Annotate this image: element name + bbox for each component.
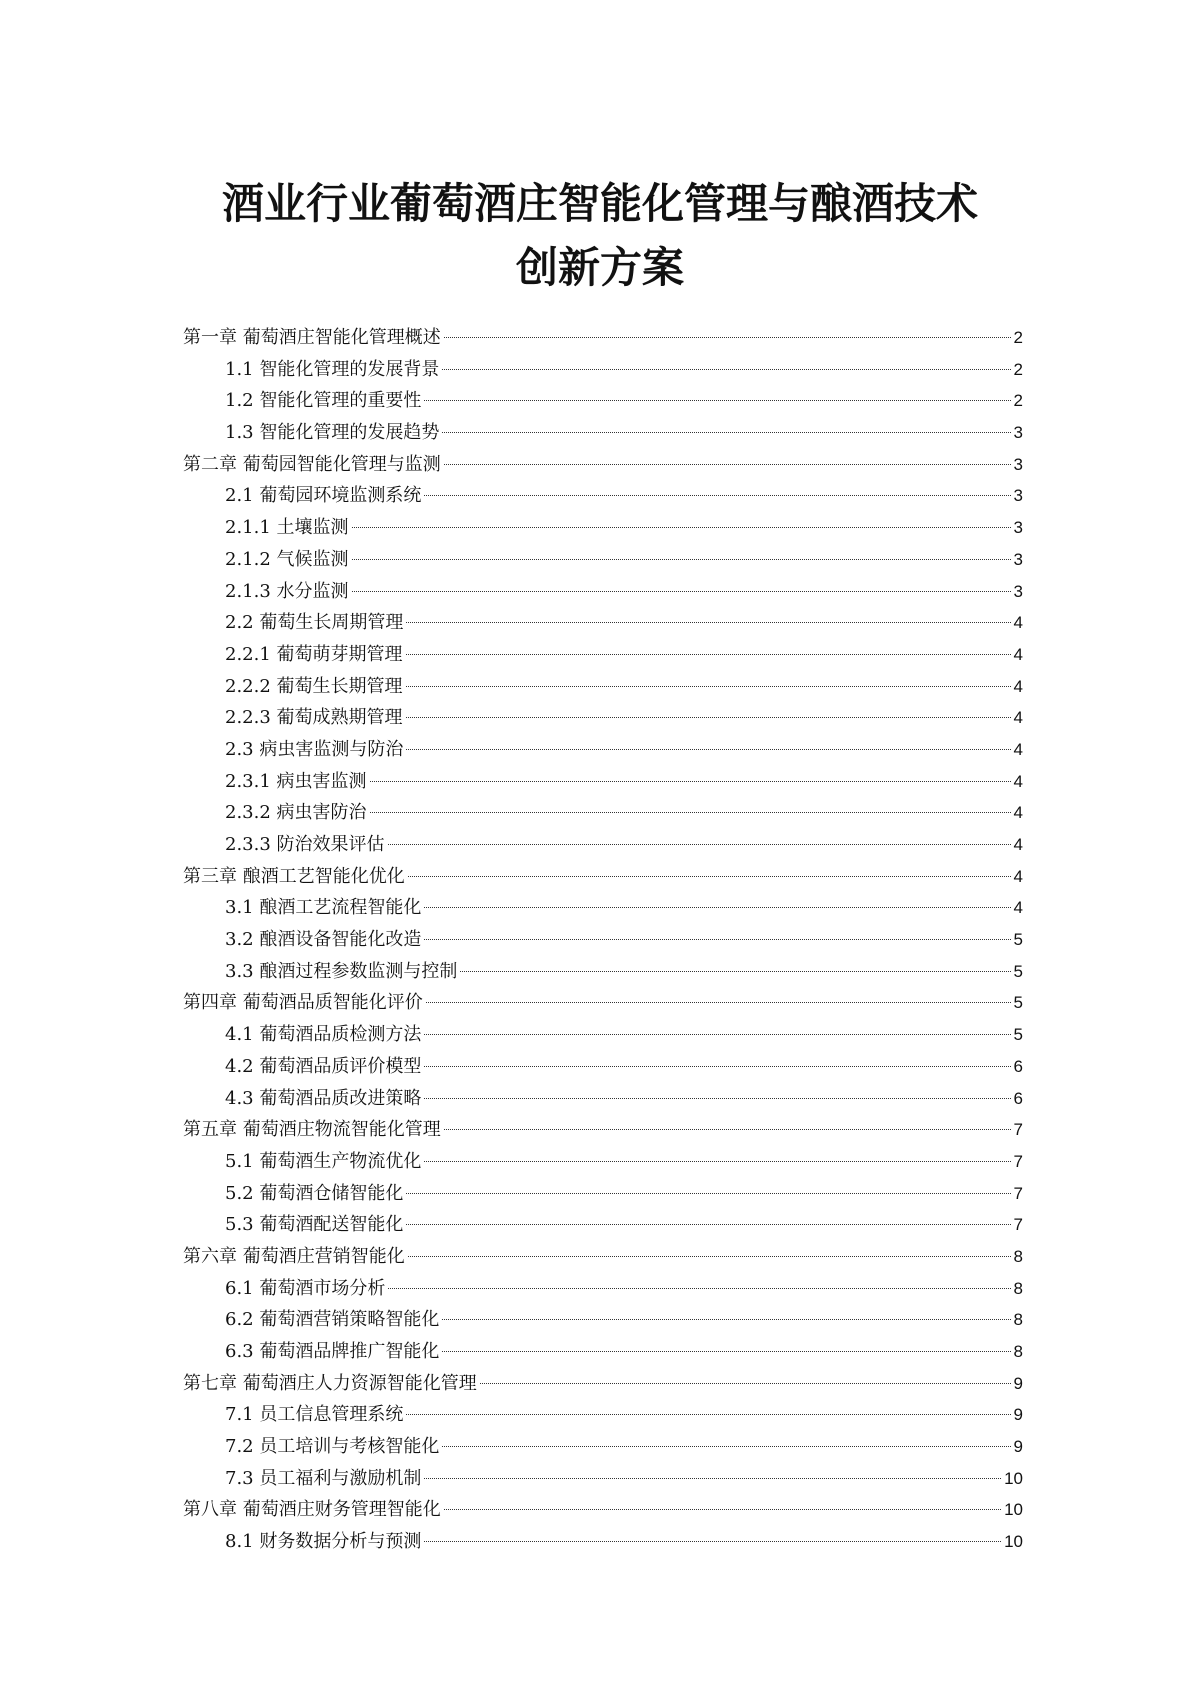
toc-section-entry[interactable]	[183, 766, 1023, 798]
toc-entry-title: 2.1.1 土壤监测	[225, 517, 349, 539]
toc-dot-leader	[444, 1509, 1001, 1510]
toc-dot-leader	[424, 495, 1010, 496]
toc-entry-title: 6.2 葡萄酒营销策略智能化	[225, 1309, 440, 1331]
toc-section-entry[interactable]	[183, 385, 1023, 417]
toc-dot-leader	[388, 1288, 1010, 1289]
toc-page-number: 5	[1013, 930, 1023, 950]
toc-entry-title: 2.3.1 病虫害监测	[225, 770, 367, 792]
toc-dot-leader	[406, 717, 1011, 718]
toc-entry-title: 2.1.3 水分监测	[225, 580, 349, 602]
toc-dot-leader	[406, 622, 1010, 623]
toc-entry-title: 3.1 酿酒工艺流程智能化	[225, 897, 422, 919]
toc-page-number: 2	[1013, 391, 1023, 411]
toc-chapter-entry[interactable]	[183, 987, 1023, 1019]
toc-section-entry[interactable]	[183, 924, 1023, 956]
toc-page-number: 4	[1013, 676, 1023, 696]
toc-section-entry[interactable]	[183, 956, 1023, 988]
toc-entry-title: 1.2 智能化管理的重要性	[225, 390, 422, 412]
toc-dot-leader	[406, 686, 1011, 687]
toc-chapter-entry[interactable]	[183, 322, 1023, 354]
toc-entry-title: 6.3 葡萄酒品牌推广智能化	[225, 1341, 440, 1362]
toc-section-entry[interactable]	[183, 512, 1023, 544]
toc-dot-leader	[408, 876, 1011, 877]
table-of-contents	[183, 322, 1023, 1558]
toc-entry-title: 2.3.3 防治效果评估	[225, 834, 385, 855]
toc-entry-title: 2.3 病虫害监测与防治	[225, 738, 404, 760]
toc-page-number: 3	[1013, 454, 1023, 474]
toc-page-number: 2	[1013, 328, 1023, 347]
toc-section-entry[interactable]	[183, 1209, 1023, 1241]
toc-section-entry[interactable]	[183, 734, 1023, 766]
title-line-2: 创新方案	[515, 243, 684, 292]
toc-dot-leader	[352, 527, 1011, 528]
toc-section-entry[interactable]	[183, 671, 1023, 703]
toc-page-number: 4	[1013, 771, 1023, 791]
toc-section-entry[interactable]	[183, 892, 1023, 924]
toc-entry-title: 3.3 酿酒过程参数监测与控制	[225, 960, 458, 982]
toc-page-number: 10	[1004, 1468, 1023, 1488]
toc-entry-title: 第四章 葡萄酒品质智能化评价	[183, 992, 423, 1014]
toc-dot-leader	[424, 1541, 1001, 1542]
toc-page-number: 4	[1013, 803, 1023, 823]
toc-entry-title: 2.3.2 病虫害防治	[225, 802, 367, 824]
toc-page-number: 2	[1013, 359, 1023, 379]
toc-page-number: 4	[1013, 898, 1023, 918]
toc-entry-title: 8.1 财务数据分析与预测	[225, 1531, 422, 1553]
toc-section-entry[interactable]	[183, 1336, 1023, 1368]
title-line-1: 酒业行业葡萄酒庄智能化管理与酿酒技术	[221, 179, 978, 228]
toc-page-number: 3	[1013, 423, 1023, 443]
toc-page-number: 4	[1013, 866, 1023, 886]
toc-dot-leader	[424, 1478, 1001, 1479]
toc-section-entry[interactable]	[183, 702, 1023, 734]
toc-entry-title: 4.1 葡萄酒品质检测方法	[225, 1024, 422, 1046]
toc-entry-title: 2.2 葡萄生长周期管理	[225, 612, 404, 634]
toc-entry-title: 第七章 葡萄酒庄人力资源智能化管理	[183, 1372, 477, 1394]
toc-entry-title: 第二章 葡萄园智能化管理与监测	[183, 453, 441, 475]
toc-entry-title: 3.2 酿酒设备智能化改造	[225, 929, 422, 951]
toc-page-number: 4	[1013, 613, 1023, 633]
toc-dot-leader	[460, 971, 1010, 972]
toc-chapter-entry[interactable]	[183, 1494, 1023, 1526]
toc-page-number: 7	[1013, 1183, 1023, 1203]
toc-page-number: 8	[1013, 1310, 1023, 1330]
toc-page-number: 6	[1013, 1056, 1023, 1076]
toc-section-entry[interactable]	[183, 354, 1023, 386]
toc-page-number: 3	[1013, 518, 1023, 538]
toc-section-entry[interactable]	[183, 1019, 1023, 1051]
toc-dot-leader	[388, 844, 1011, 845]
toc-page-number: 8	[1013, 1342, 1023, 1361]
toc-page-number: 7	[1013, 1151, 1023, 1171]
toc-entry-title: 4.3 葡萄酒品质改进策略	[225, 1087, 422, 1109]
toc-dot-leader	[406, 1224, 1010, 1225]
toc-section-entry[interactable]	[183, 797, 1023, 829]
toc-section-entry[interactable]	[183, 1178, 1023, 1210]
toc-dot-leader	[444, 464, 1011, 465]
toc-dot-leader	[424, 1098, 1010, 1099]
toc-dot-leader	[426, 1002, 1011, 1003]
toc-dot-leader	[444, 337, 1011, 338]
toc-dot-leader	[406, 749, 1010, 750]
toc-section-entry[interactable]	[183, 544, 1023, 576]
document-title	[0, 172, 1200, 300]
toc-chapter-entry[interactable]	[183, 1241, 1023, 1273]
toc-section-entry[interactable]	[183, 829, 1023, 861]
toc-dot-leader	[424, 1161, 1010, 1162]
toc-dot-leader	[424, 1066, 1010, 1067]
toc-section-entry[interactable]	[183, 1431, 1023, 1463]
toc-section-entry[interactable]	[183, 607, 1023, 639]
toc-page-number: 3	[1013, 549, 1023, 569]
toc-dot-leader	[442, 432, 1010, 433]
toc-entry-title: 7.1 员工信息管理系统	[225, 1404, 404, 1426]
toc-section-entry[interactable]	[183, 480, 1023, 512]
toc-page-number: 4	[1013, 739, 1023, 759]
toc-entry-title: 5.3 葡萄酒配送智能化	[225, 1214, 404, 1236]
toc-page-number: 9	[1013, 1437, 1023, 1457]
toc-page-number: 5	[1013, 1025, 1023, 1045]
toc-page-number: 7	[1013, 1120, 1023, 1140]
toc-entry-title: 5.2 葡萄酒仓储智能化	[225, 1182, 404, 1204]
toc-entry-title: 7.3 员工福利与激励机制	[225, 1467, 422, 1489]
toc-section-entry[interactable]	[183, 1083, 1023, 1115]
toc-page-number: 5	[1013, 961, 1023, 981]
toc-chapter-entry[interactable]	[183, 861, 1023, 893]
toc-page-number: 3	[1013, 486, 1023, 506]
toc-page-number: 4	[1013, 644, 1023, 664]
toc-chapter-entry[interactable]	[183, 449, 1023, 481]
toc-section-entry[interactable]	[183, 1146, 1023, 1178]
toc-page-number: 8	[1013, 1246, 1023, 1266]
toc-section-entry[interactable]	[183, 1463, 1023, 1495]
toc-dot-leader	[444, 1129, 1011, 1130]
toc-dot-leader	[480, 1383, 1011, 1384]
toc-entry-title: 2.2.1 葡萄萌芽期管理	[225, 643, 403, 665]
toc-section-entry[interactable]	[183, 1304, 1023, 1336]
toc-page-number: 8	[1013, 1278, 1023, 1298]
toc-page-number: 7	[1013, 1215, 1023, 1235]
toc-page-number: 10	[1004, 1500, 1023, 1520]
toc-entry-title: 5.1 葡萄酒生产物流优化	[225, 1150, 422, 1172]
toc-entry-title: 第六章 葡萄酒庄营销智能化	[183, 1245, 405, 1267]
toc-dot-leader	[406, 1414, 1010, 1415]
toc-entry-title: 第八章 葡萄酒庄财务管理智能化	[183, 1499, 441, 1521]
toc-dot-leader	[442, 369, 1010, 370]
toc-dot-leader	[352, 591, 1011, 592]
toc-entry-title: 第一章 葡萄酒庄智能化管理概述	[183, 327, 441, 348]
toc-entry-title: 7.2 员工培训与考核智能化	[225, 1436, 440, 1458]
toc-chapter-entry[interactable]	[183, 1114, 1023, 1146]
toc-dot-leader	[370, 812, 1011, 813]
toc-dot-leader	[406, 1193, 1010, 1194]
toc-entry-title: 2.1.2 气候监测	[225, 548, 349, 570]
toc-entry-title: 1.3 智能化管理的发展趋势	[225, 422, 440, 444]
toc-dot-leader	[408, 1256, 1011, 1257]
toc-entry-title: 2.1 葡萄园环境监测系统	[225, 485, 422, 507]
toc-page-number: 5	[1013, 993, 1023, 1013]
toc-dot-leader	[442, 1351, 1010, 1352]
toc-dot-leader	[424, 939, 1010, 940]
toc-entry-title: 第五章 葡萄酒庄物流智能化管理	[183, 1119, 441, 1141]
toc-dot-leader	[442, 1446, 1010, 1447]
toc-dot-leader	[424, 400, 1010, 401]
toc-entry-title: 6.1 葡萄酒市场分析	[225, 1277, 386, 1299]
toc-dot-leader	[370, 781, 1011, 782]
toc-dot-leader	[424, 1034, 1010, 1035]
toc-page-number: 6	[1013, 1088, 1023, 1108]
toc-entry-title: 2.2.2 葡萄生长期管理	[225, 675, 403, 697]
toc-page-number: 9	[1013, 1373, 1023, 1393]
toc-entry-title: 1.1 智能化管理的发展背景	[225, 358, 440, 380]
toc-dot-leader	[424, 907, 1010, 908]
toc-chapter-entry[interactable]	[183, 1368, 1023, 1400]
toc-entry-title: 第三章 酿酒工艺智能化优化	[183, 865, 405, 887]
toc-page-number: 3	[1013, 581, 1023, 601]
toc-section-entry[interactable]	[183, 1526, 1023, 1558]
toc-page-number: 9	[1013, 1405, 1023, 1425]
toc-page-number: 4	[1013, 708, 1023, 728]
toc-entry-title: 4.2 葡萄酒品质评价模型	[225, 1055, 422, 1077]
toc-section-entry[interactable]	[183, 576, 1023, 608]
toc-dot-leader	[352, 559, 1011, 560]
toc-dot-leader	[442, 1319, 1010, 1320]
toc-section-entry[interactable]	[183, 1399, 1023, 1431]
toc-section-entry[interactable]	[183, 1051, 1023, 1083]
toc-section-entry[interactable]	[183, 639, 1023, 671]
toc-dot-leader	[406, 654, 1011, 655]
toc-section-entry[interactable]	[183, 417, 1023, 449]
toc-page-number: 10	[1004, 1532, 1023, 1552]
toc-page-number: 4	[1013, 835, 1023, 854]
toc-entry-title: 2.2.3 葡萄成熟期管理	[225, 707, 403, 729]
toc-section-entry[interactable]	[183, 1273, 1023, 1305]
